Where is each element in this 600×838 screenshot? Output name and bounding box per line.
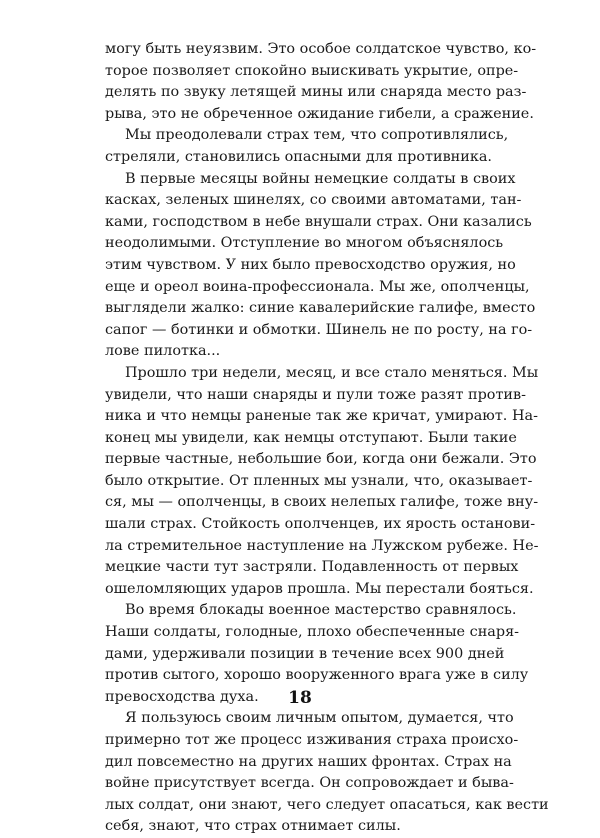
page-number: 18	[288, 688, 312, 708]
text-line: увидели, что наши снаряды и пули тоже разят против-	[105, 386, 526, 403]
paragraph-first-line: Я пользуюсь своим личным опытом, думается, что	[125, 710, 514, 727]
text-line: стреляли, становились опасными для противника.	[105, 148, 493, 165]
text-line: ками, господством в небе внушали страх. Они казались	[105, 213, 532, 230]
text-line: дил повсеместно на других наших фронтах. Страх на	[105, 753, 512, 770]
text-line: примерно тот же процесс изживания страха происхо-	[105, 732, 519, 748]
text-line: войне присутствует всегда. Он сопровождает и быва-	[105, 775, 514, 792]
text-line: делять по звуку летящей мины или снаряда место раз-	[105, 84, 527, 101]
paragraph-first-line: В первые месяцы войны немецкие солдаты в своих	[125, 170, 516, 187]
text-line: еще и ореол воина-профессионала. Мы же, ополченцы,	[105, 278, 530, 295]
body-text	[105, 39, 549, 838]
text-line: касках, зеленых шинелях, со своими автоматами, тан-	[105, 192, 522, 209]
text-line: мецкие части тут застряли. Подавленность от первых	[105, 559, 519, 576]
text-line: торое позволяет спокойно выискивать укрытие, опре-	[105, 62, 519, 79]
text-line: себя, знают, что страх отнимает силы.	[105, 818, 401, 835]
text-line: могу быть неуязвим. Это особое солдатское чувство, ко-	[105, 41, 537, 57]
paragraph-first-line: Во время блокады военное мастерство сравнялось.	[125, 602, 517, 619]
text-line: дами, удерживали позиции в течение всех 900 дней	[105, 645, 505, 662]
text-line: этим чувством. У них было превосходство оружия, но	[105, 256, 516, 273]
paragraph-first-line: Мы преодолевали страх тем, что сопротивлялись,	[125, 127, 509, 144]
text-line: было открытие. От пленных мы узнали, что, оказывает-	[105, 472, 533, 489]
text-line: лове пилотка...	[105, 343, 221, 360]
text-line: конец мы увидели, как немцы отступают. Были такие	[105, 429, 517, 446]
text-line: первые частные, небольшие бои, когда они бежали. Это	[105, 451, 537, 468]
text-line: Наши солдаты, голодные, плохо обеспеченные снаря-	[105, 624, 520, 641]
text-line: превосходства духа.	[105, 688, 259, 705]
text-line: ся, мы — ополченцы, в своих нелепых галифе, тоже вну-	[105, 494, 539, 511]
text-line: ла стремительное наступление на Лужском рубеже. Не-	[105, 537, 539, 554]
paragraph-first-line: Прошло три недели, месяц, и все стало меняться. Мы	[125, 364, 539, 381]
text-line: выглядели жалко: синие кавалерийские галифе, вместо	[105, 300, 536, 317]
text-line: рыва, это не обреченное ожидание гибели, а сражение.	[105, 105, 534, 122]
text-line: ошеломляющих ударов прошла. Мы перестали бояться.	[105, 580, 534, 597]
text-line: неодолимыми. Отступление во многом объяснялось	[105, 235, 504, 252]
text-line: ника и что немцы раненые так же кричат, умирают. На-	[105, 408, 538, 425]
text-line: против сытого, хорошо вооруженного врага уже в силу	[105, 667, 529, 684]
text-line: лых солдат, они знают, чего следует опасаться, как вести	[105, 796, 549, 813]
text-line: шали страх. Стойкость ополченцев, их ярость останови-	[105, 516, 536, 533]
text-line: сапог — ботинки и обмотки. Шинель не по росту, на го-	[105, 321, 533, 338]
